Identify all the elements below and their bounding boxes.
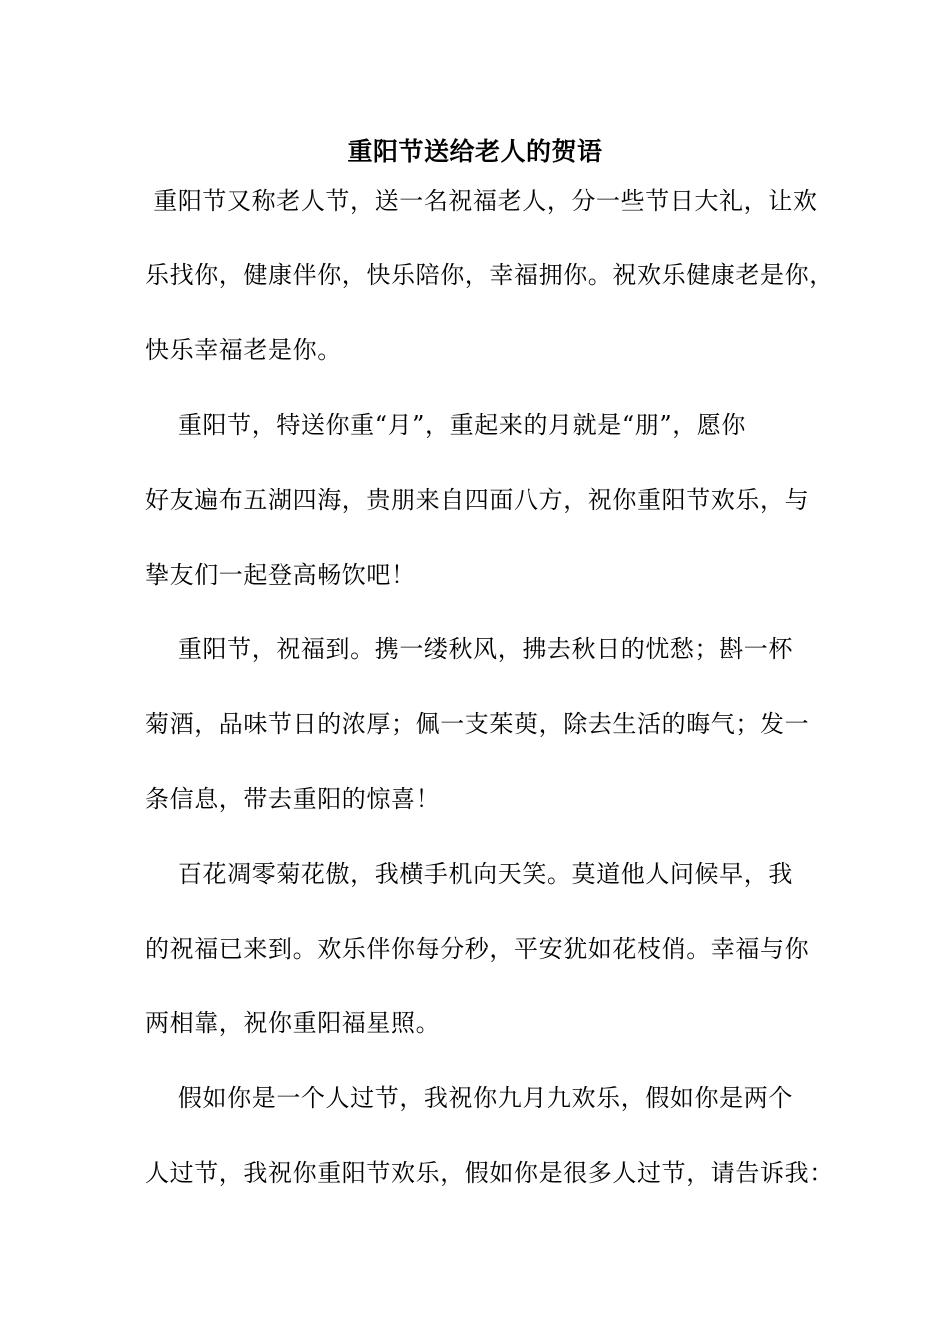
text-line: 假如你是一个人过节，我祝你九月九欢乐，假如你是两个 bbox=[145, 1084, 793, 1112]
text-line: 挚友们一起登高畅饮吧！ bbox=[145, 561, 416, 589]
text-line: 人过节，我祝你重阳节欢乐，假如你是很多人过节，请告诉我： bbox=[145, 1159, 834, 1187]
text-line: 两相靠，祝你重阳福星照。 bbox=[145, 1009, 441, 1037]
document-title: 重阳节送给老人的贺语 bbox=[347, 137, 603, 166]
text-line: 重阳节又称老人节，送一名祝福老人，分一些节日大礼，让欢 bbox=[145, 187, 818, 215]
text-line: 重阳节，祝福到。携一缕秋风，拂去秋日的忧愁；斟一杯 bbox=[145, 635, 793, 663]
text-line: 好友遍布五湖四海，贵朋来自四面八方，祝你重阳节欢乐，与 bbox=[145, 486, 810, 514]
text-line: 乐找你，健康伴你，快乐陪你，幸福拥你。祝欢乐健康老是你， bbox=[145, 261, 834, 289]
text-line: 菊酒，品味节日的浓厚；佩一支茱萸，除去生活的晦气；发一 bbox=[145, 710, 810, 738]
text-line: 重阳节，特送你重“月”，重起来的月就是“朋”，愿你 bbox=[145, 411, 746, 439]
text-line: 快乐幸福老是你。 bbox=[145, 336, 342, 364]
text-line: 百花凋零菊花傲，我横手机向天笑。莫道他人问候早，我 bbox=[145, 860, 793, 888]
text-line: 的祝福已来到。欢乐伴你每分秒，平安犹如花枝俏。幸福与你 bbox=[145, 935, 810, 963]
text-line: 条信息，带去重阳的惊喜！ bbox=[145, 785, 441, 813]
